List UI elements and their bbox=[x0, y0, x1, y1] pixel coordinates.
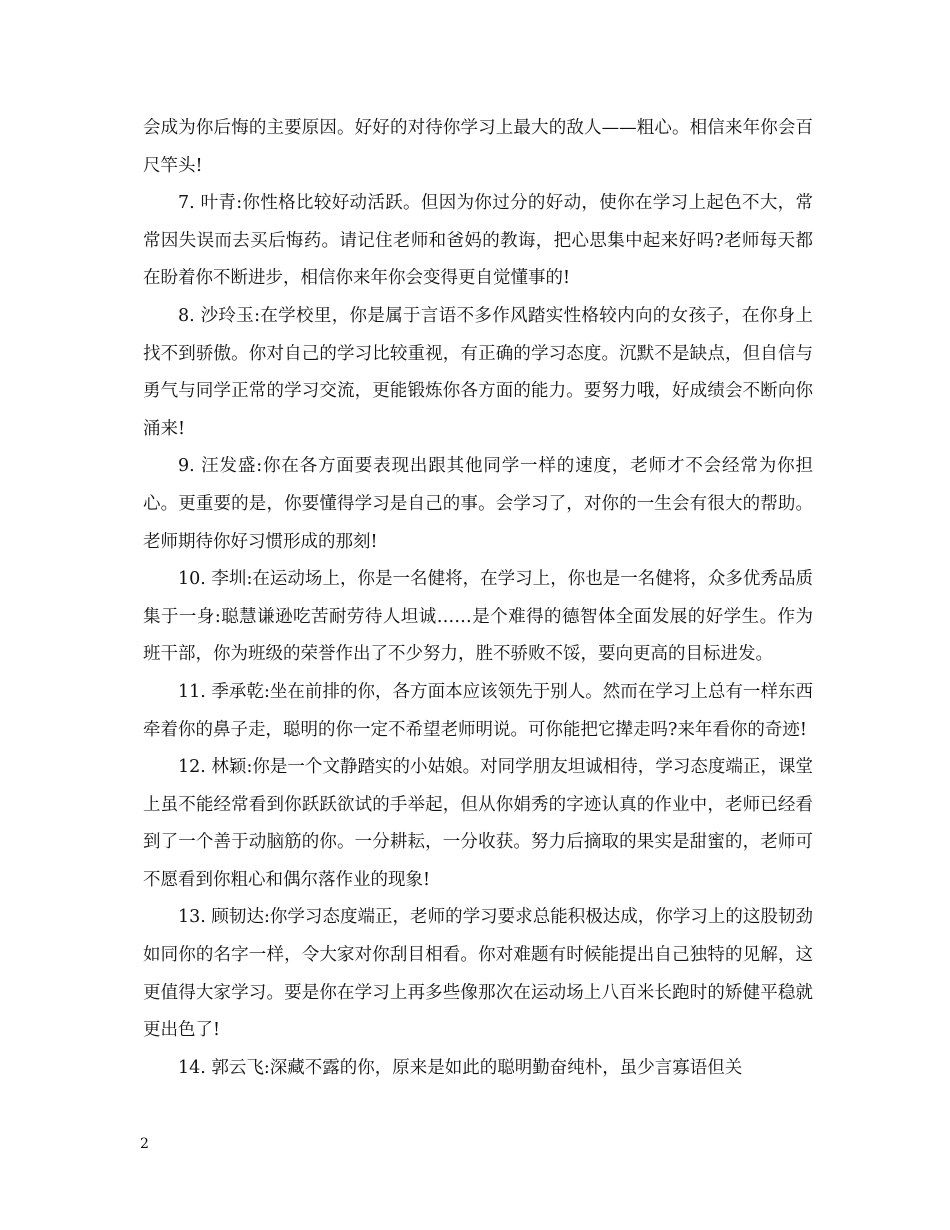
paragraph-comment-12: 12. 林颖:你是一个文静踏实的小姑娘。对同学朋友坦诚相待，学习态度端正，课堂上虽不能经常看到你跃跃欲试的手举起，但从你娟秀的字迹认真的作业中，老师已经看到了一个善于动脑筋的你。一分耕耘，一分收获。努力后摘取的果实是甜蜜的，老师可不愿看到你粗心和偶尔落作业的现象! bbox=[143, 757, 813, 890]
paragraph-continuation: 会成为你后悔的主要原因。好好的对待你学习上最大的敌人——粗心。相信来年你会百尺竿头! bbox=[143, 118, 813, 176]
page-number: 2 bbox=[140, 1136, 149, 1152]
paragraph-comment-8: 8. 沙玲玉:在学校里，你是属于言语不多作风踏实性格较内向的女孩子，在你身上找不到骄傲。你对自己的学习比较重视，有正确的学习态度。沉默不是缺点，但自信与勇气与同学正常的学习交流，更能锻炼你各方面的能力。要努力哦，好成绩会不断向你涌来! bbox=[143, 305, 813, 439]
paragraph-comment-10: 10. 李圳:在运动场上，你是一名健将，在学习上，你也是一名健将，众多优秀品质集于一身:聪慧谦逊吃苦耐劳待人坦诚……是个难得的德智体全面发展的好学生。作为班干部，你为班级的荣誉作出了不少努力，胜不骄败不馁，要向更高的目标进发。 bbox=[143, 569, 813, 665]
page-body bbox=[143, 110, 813, 1087]
paragraph-comment-11: 11. 季承乾:坐在前排的你，各方面本应该领先于别人。然而在学习上总有一样东西牵着你的鼻子走，聪明的你一定不希望老师明说。可你能把它撵走吗?来年看你的奇迹! bbox=[143, 681, 813, 740]
paragraph-comment-7: 7. 叶青:你性格比较好动活跃。但因为你过分的好动，使你在学习上起色不大，常常因失误而去买后悔药。请记住老师和爸妈的教诲，把心思集中起来好吗?老师每天都在盼着你不断进步，相信你来年你会变得更自觉懂事的! bbox=[143, 193, 813, 289]
paragraph-comment-13: 13. 顾韧达:你学习态度端正，老师的学习要求总能积极达成，你学习上的这股韧劲如同你的名字一样，令大家对你刮目相看。你对难题有时候能提出自己独特的见解，这更值得大家学习。要是你在学习上再多些像那次在运动场上八百米长跑时的矫健平稳就更出色了! bbox=[143, 907, 813, 1041]
paragraph-comment-9: 9. 汪发盛:你在各方面要表现出跟其他同学一样的速度，老师才不会经常为你担心。更重要的是，你要懂得学习是自己的事。会学习了，对你的一生会有很大的帮助。老师期待你好习惯形成的那刻! bbox=[143, 456, 813, 552]
paragraph-comment-14: 14. 郭云飞:深藏不露的你，原来是如此的聪明勤奋纯朴，虽少言寡语但关 bbox=[178, 1057, 743, 1078]
